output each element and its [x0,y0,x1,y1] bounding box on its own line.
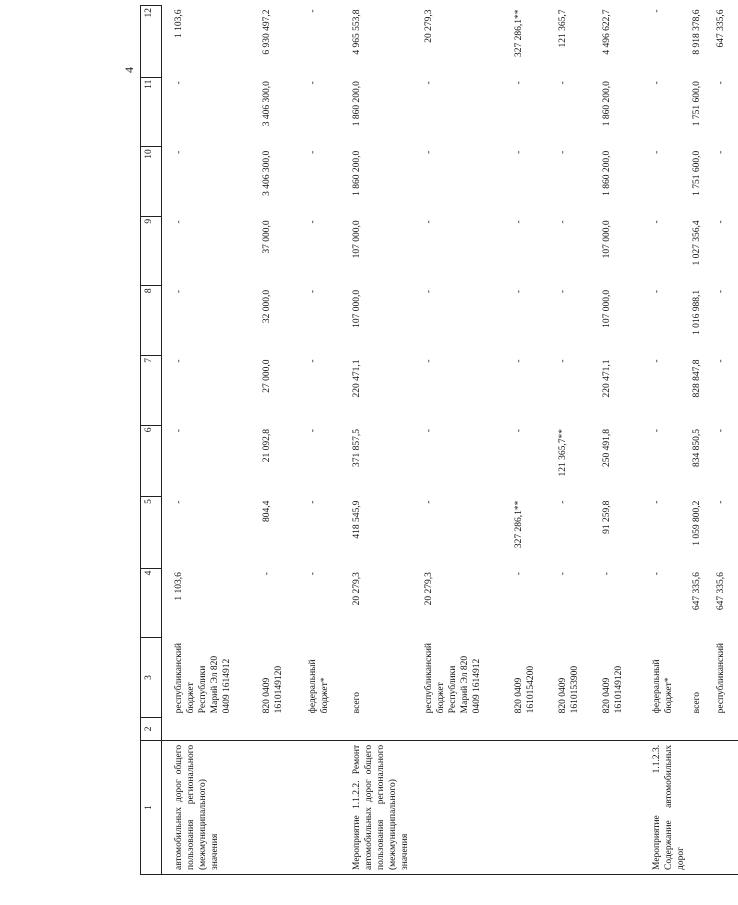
col-header-5: 5 [141,497,162,569]
cell-value: - [514,150,524,154]
cell-value: 20 279,3 [352,572,362,606]
cell-value: - [514,289,524,294]
cell-value: - [308,289,318,294]
funding-source: 820 0409 1610149120 [602,665,624,714]
col-header-1: 1 [141,740,162,874]
cell-value: 3 406 300,0 [262,81,272,127]
funding-source: 820 0409 1610154200 [514,665,536,714]
cell-value: 32 000,0 [262,289,272,324]
cell-value: - [652,81,662,85]
table-row [600,6,650,875]
header-row [141,6,162,875]
cell-value: 327 286,1** [514,500,524,549]
cell-value: - [715,220,726,224]
col-header-9: 9 [141,216,162,286]
cell-value: - [558,150,568,154]
cell-value: - [308,500,318,504]
cell-value: - [715,289,726,294]
cell-value: 1 016 988,1 [691,289,702,336]
cell-value: - [514,359,524,363]
col-header-2: 2 [141,717,162,740]
cell-value: 121 365,7** [558,429,568,477]
table-row [690,6,714,875]
cell-value: - [514,572,524,576]
cell-value: 107 000,0 [352,220,362,259]
cell-value: - [174,500,184,504]
cell-value: - [424,359,434,363]
cell-value: 91 259,8 [602,500,612,534]
cell-value: 107 000,0 [602,289,612,328]
cell-value: - [424,81,434,85]
measure-name: автомобильных дорог общего пользования регионального (межмуниципального) значения [172,740,260,874]
cell-value: 1 860 200,0 [602,81,612,127]
cell-value: - [424,220,434,224]
cell-value: - [715,429,726,433]
col-header-7: 7 [141,355,162,425]
cell-value: 828 847,8 [691,359,702,398]
cell-value: 121 365,7 [558,9,568,48]
cell-value: - [174,150,184,154]
cell-value: - [174,81,184,85]
cell-value: - [652,429,662,433]
cell-value: 1 751 600,0 [691,81,702,127]
cell-value: - [174,429,184,433]
table-row [172,6,260,875]
cell-value: - [715,150,726,154]
table-row [512,6,556,875]
cell-value: - [652,220,662,224]
cell-value: - [174,289,184,294]
cell-value: 37 000,0 [262,220,272,254]
cell-value: - [514,220,524,224]
cell-value: - [558,500,568,504]
funding-source: республиканский [715,643,726,714]
cell-value: 6 930 497,2 [262,9,272,55]
cell-value: - [308,220,318,224]
cell-value: - [558,81,568,85]
cell-value: - [174,359,184,363]
cell-value: 250 491,8 [602,429,612,468]
funding-source: федеральный бюджет* [652,659,674,714]
cell-value: - [308,429,318,433]
measure-name: Мероприятие 1.1.2.3. Содержание автомобильных дорог [650,740,690,874]
rotated-table-sheet [110,0,726,905]
cell-value: 1 860 200,0 [352,81,362,127]
cell-value: - [715,359,726,363]
cell-value: - [424,500,434,504]
funding-source: 820 0409 1610153900 [558,665,580,714]
cell-value: - [652,150,662,154]
cell-value: - [652,289,662,294]
cell-value: 4 965 553,8 [352,9,362,55]
cell-value: 1 027 356,4 [691,220,702,266]
col-header-8: 8 [141,286,162,356]
table-row [714,6,738,875]
col-header-11: 11 [141,77,162,147]
cell-value: - [308,81,318,85]
cell-value: 647 335,6 [715,9,726,48]
cell-value: - [308,9,318,13]
cell-value: - [308,572,318,576]
cell-value: - [424,150,434,154]
cell-value: - [715,81,726,85]
cell-value: - [652,359,662,363]
cell-value: 3 406 300,0 [262,150,272,196]
cell-value: - [652,500,662,504]
cell-value: 220 471,1 [602,359,612,398]
cell-value: 647 335,6 [715,572,726,611]
funding-source: всего [691,691,702,714]
cell-value: - [558,220,568,224]
cell-value: 371 857,5 [352,429,362,468]
cell-value: - [558,359,568,363]
cell-value: 1 860 200,0 [602,150,612,196]
measure-name: Мероприятие 1.1.2.2. Ремонт автомобильных дорог общего пользования регионального (межмуниципального) значения [350,740,422,874]
cell-value: 647 335,6 [691,572,702,611]
funding-source: всего [352,691,362,714]
funding-source: федеральный бюджет* [308,659,330,714]
cell-value: 1 103,6 [174,9,184,38]
col-header-10: 10 [141,147,162,217]
table-row [422,6,512,875]
cell-value: 20 279,3 [424,9,434,43]
col-header-3: 3 [141,638,162,718]
cell-value: 27 000,0 [262,359,272,393]
cell-value: 834 850,5 [691,429,702,468]
table-row [306,6,350,875]
cell-value: - [308,359,318,363]
cell-value: - [558,572,568,576]
cell-value: 8 918 378,6 [691,9,702,55]
cell-value: 107 000,0 [602,220,612,259]
cell-value: 1 103,6 [174,572,184,601]
cell-value: 20 279,3 [424,572,434,606]
cell-value: - [514,429,524,433]
cell-value: 327 286,1** [514,9,524,57]
cell-value: - [174,220,184,224]
page-number: 4 [122,67,136,73]
cell-value: 107 000,0 [352,289,362,328]
table-row [260,6,306,875]
cell-value: - [424,429,434,433]
cell-value: - [558,289,568,294]
table-row [650,6,690,875]
cell-value: 1 751 600,0 [691,150,702,196]
cell-value: 1 059 800,2 [691,500,702,546]
cell-value: 21 092,8 [262,429,272,463]
funding-source: республиканский бюджет Республики Марий Эл 820 0409 1614912 [424,643,482,714]
cell-value: - [262,572,272,576]
col-header-12: 12 [141,6,162,78]
col-header-4: 4 [141,568,162,638]
cell-value: - [424,289,434,294]
cell-value: 418 545,9 [352,500,362,539]
cell-value: - [602,572,612,576]
cell-value: 804,4 [262,500,272,522]
table-row [350,6,422,875]
funding-source: республиканский бюджет Республики Марий Эл 820 0409 1614912 [174,643,232,714]
col-header-6: 6 [141,425,162,497]
cell-value: 220 471,1 [352,359,362,398]
cell-value: - [308,150,318,154]
table-row [556,6,600,875]
cell-value: 4 496 622,7 [602,9,612,55]
cell-value: - [715,500,726,504]
cell-value: 1 860 200,0 [352,150,362,196]
cell-value: - [652,9,662,13]
cell-value: - [652,572,662,576]
cell-value: - [514,81,524,85]
budget-table [140,5,738,875]
funding-source: 820 0409 1610149120 [262,665,284,714]
